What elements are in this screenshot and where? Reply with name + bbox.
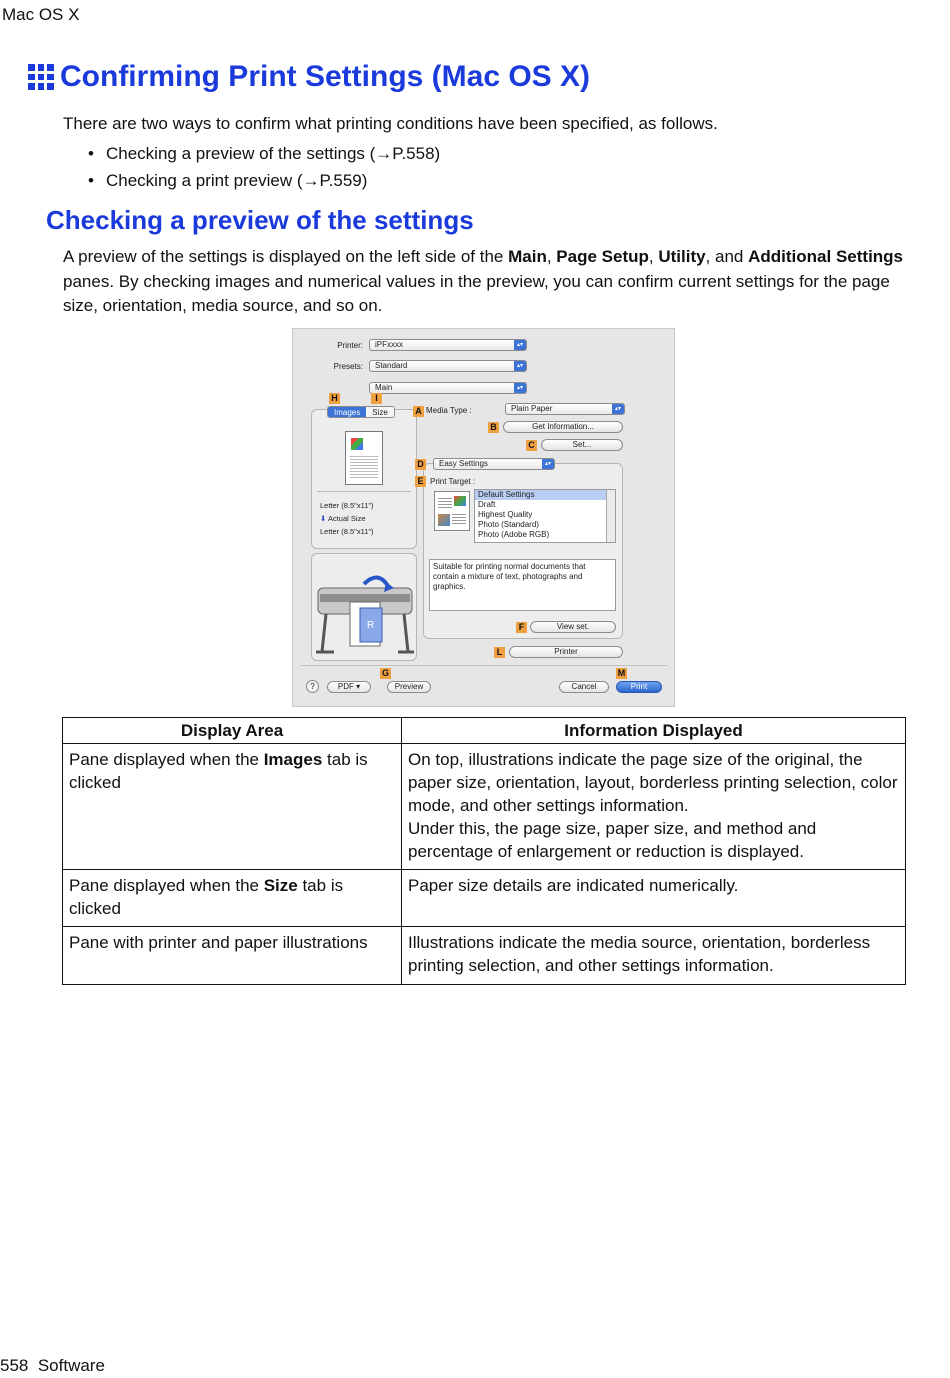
page-title: Confirming Print Settings (Mac OS X) — [60, 60, 591, 93]
pdf-button[interactable]: PDF ▾ — [327, 681, 371, 693]
list-item[interactable]: Draft — [478, 500, 496, 509]
page-footer — [0, 1356, 105, 1376]
bullet-list — [88, 140, 440, 194]
bold-term: Page Setup — [556, 247, 649, 266]
bullet-item[interactable]: • Checking a print preview (→P.559) — [88, 167, 440, 194]
set-button[interactable]: Set... — [541, 439, 623, 451]
printer-button[interactable]: Printer — [509, 646, 623, 658]
popup-arrows-icon: ▴▾ — [514, 383, 526, 393]
marker-e: E — [415, 476, 426, 487]
marker-c: C — [526, 440, 537, 451]
page-thumbnail — [345, 431, 383, 485]
list-item[interactable]: Photo (Standard) — [478, 520, 539, 529]
bold-term: Utility — [658, 247, 706, 266]
printer-illustration-icon — [312, 554, 418, 662]
running-head: Mac OS X — [2, 5, 80, 24]
marker-a: A — [413, 406, 424, 417]
list-item[interactable]: Default Settings — [475, 490, 615, 500]
column-header-display-area: Display Area — [63, 718, 402, 744]
section-heading: Checking a preview of the settings — [46, 205, 474, 235]
media-type-popup[interactable]: Plain Paper ▴▾ — [505, 403, 625, 415]
list-scrollbar[interactable] — [606, 490, 615, 542]
marker-f: F — [516, 622, 527, 633]
information-cell: Paper size details are indicated numerically. — [402, 870, 906, 927]
size-info: Letter (8.5"x11") ⬇ Actual Size Letter (8.5"x11") — [320, 501, 374, 536]
printer-label: Printer: — [337, 340, 363, 350]
presets-label: Presets: — [333, 361, 363, 371]
get-information-button[interactable]: Get Information... — [503, 421, 623, 433]
table-row — [63, 927, 906, 985]
page-heading — [28, 60, 590, 94]
footer-section: Software — [37, 1356, 105, 1375]
view-set-button[interactable]: View set. — [530, 621, 616, 633]
list-item[interactable]: Highest Quality — [478, 510, 533, 519]
display-area-cell: Pane displayed when the Size tab is clicked — [63, 870, 402, 927]
marker-h: H — [329, 393, 340, 404]
display-area-cell: Pane displayed when the Images tab is clicked — [63, 744, 402, 870]
table-row — [63, 744, 906, 870]
popup-arrows-icon: ▴▾ — [514, 361, 526, 371]
pane-popup[interactable]: Main ▴▾ — [369, 382, 527, 394]
easy-settings-popup[interactable]: Easy Settings ▴▾ — [433, 458, 555, 470]
printer-illustration-pane — [311, 553, 417, 661]
print-target-label: Print Target : — [430, 477, 476, 486]
bold-term: Main — [508, 247, 547, 266]
information-cell: On top, illustrations indicate the page size of the original, the paper size, orientation, layout, borderless printing selection, color mode, and other settings information. Under this, the page size, paper size, and method and percentage of enlargement or reduction is displayed. — [402, 744, 906, 870]
printer-popup[interactable]: iPFxxxx ▴▾ — [369, 339, 527, 351]
column-header-information: Information Displayed — [402, 718, 906, 744]
preview-button[interactable]: Preview — [387, 681, 431, 693]
print-target-list[interactable] — [474, 489, 616, 543]
section-grid-icon — [28, 64, 54, 90]
marker-d: D — [415, 459, 426, 470]
marker-l: L — [494, 647, 505, 658]
print-button[interactable]: Print — [616, 681, 662, 693]
page-number: 558 — [0, 1356, 29, 1375]
popup-arrows-icon: ▴▾ — [612, 404, 624, 414]
description-box: Suitable for printing normal documents that contain a mixture of text, photographs and graphics. — [429, 559, 616, 611]
popup-arrows-icon: ▴▾ — [514, 340, 526, 350]
table-header-row — [63, 718, 906, 744]
table-row — [63, 870, 906, 927]
page-letter: R — [367, 620, 375, 631]
intro-text: There are two ways to confirm what printing conditions have been specified, as follows. — [63, 114, 718, 133]
help-button[interactable]: ? — [306, 680, 319, 693]
section-paragraph: A preview of the settings is displayed on the left side of the Main, Page Setup, Utility, and Additional Settings panes. By checking images and numerical values in the preview, you can confirm current settings for the page size, orientation, media source, and so on. — [63, 247, 904, 315]
bold-term: Additional Settings — [748, 247, 904, 266]
print-target-thumbnail-icon — [434, 491, 470, 531]
tab-size[interactable]: Size — [366, 407, 394, 417]
marker-m: M — [617, 668, 626, 678]
marker-b: B — [488, 422, 499, 433]
marker-i: I — [371, 393, 382, 404]
bullet-item[interactable]: • Checking a preview of the settings (→P.558) — [88, 140, 440, 167]
popup-arrows-icon: ▴▾ — [542, 459, 554, 469]
cancel-button[interactable]: Cancel — [559, 681, 609, 693]
information-cell: Illustrations indicate the media source, orientation, borderless printing selection, and other settings information. — [402, 927, 906, 985]
marker-g: G — [381, 668, 389, 678]
tab-images[interactable]: Images — [328, 407, 366, 417]
display-area-table — [62, 717, 906, 985]
presets-popup[interactable]: Standard ▴▾ — [369, 360, 527, 372]
arrow-down-icon: ⬇ — [320, 514, 327, 523]
display-area-cell: Pane with printer and paper illustrations — [63, 927, 402, 985]
images-size-tabs — [327, 406, 395, 418]
list-item[interactable]: Photo (Adobe RGB) — [478, 530, 550, 539]
media-type-label: Media Type : — [426, 406, 472, 415]
print-dialog-screenshot — [292, 328, 675, 707]
photo-icon — [351, 438, 363, 450]
